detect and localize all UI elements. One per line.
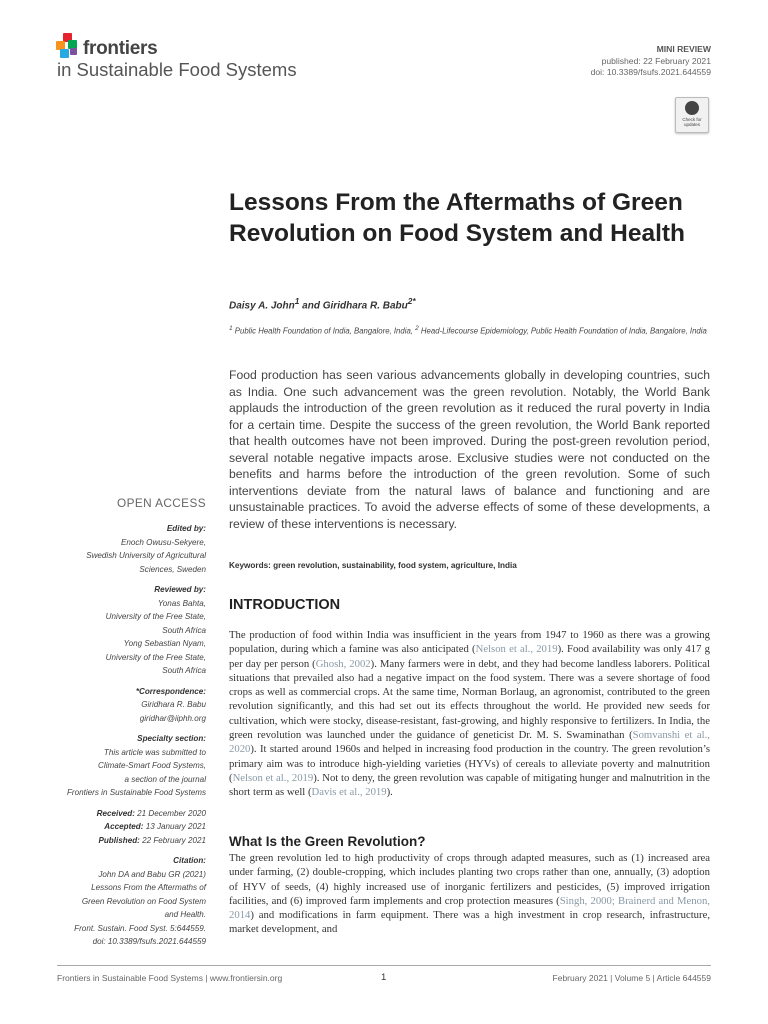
sidebar-line: University of the Free State, — [105, 612, 206, 621]
check-for-updates-button[interactable] — [675, 97, 709, 133]
author-name[interactable]: Daisy A. John — [229, 300, 295, 312]
affiliation-mark: 1 — [229, 325, 233, 332]
citation-link[interactable]: Davis et al., 2019 — [311, 786, 387, 799]
sidebar-date: Accepted: 13 January 2021 — [104, 822, 206, 831]
paragraph-text: ). — [386, 786, 393, 799]
keywords: Keywords: green revolution, sustainability, food system, agriculture, India — [229, 561, 517, 570]
abstract: Food production has seen various advancements globally in developing countries, such as India. One such advancement was the green revolution. Notably, the World Bank applauds the introduction of the green revolution as it reduced the rural poverty in India for a certain time. Despite the success of the green revolution, the World Bank reported that health outcomes have not been improved. During the post-green revolution period, several notable negative impacts arose. Exclusive studies were not conducted on the benefits and harms before the introduction of the green revolution. Some of such interventions deviate from the natural laws of balance and functioning and are unsustainable practices. To avoid the adverse effects of some of these developments, a review of these interventions is necessary. — [229, 368, 710, 531]
doi[interactable]: doi: 10.3389/fsufs.2021.644559 — [590, 67, 711, 77]
sidebar-label: Edited by: — [166, 524, 206, 533]
sidebar-line: University of the Free State, — [105, 652, 206, 662]
paragraph-text: ). Food availability was only 417 g per day per person ( — [229, 643, 710, 670]
green-revolution-paragraph — [229, 851, 710, 937]
author-name[interactable]: Giridhara R. Babu — [322, 300, 408, 312]
check-badge-label: Check for updates — [682, 117, 702, 127]
author-joiner: and — [299, 300, 323, 312]
sidebar-line: Climate-Smart Food Systems, — [98, 761, 206, 770]
sidebar-date: Published: 22 February 2021 — [98, 835, 206, 845]
footer-journal-link[interactable]: Frontiers in Sustainable Food Systems | www.frontiersin.org — [57, 973, 283, 983]
citation-link[interactable]: Nelson et al., 2019 — [475, 643, 558, 656]
sidebar-line: and Health. — [164, 910, 206, 919]
sidebar-line: Enoch Owusu-Sekyere, — [120, 537, 206, 547]
sidebar-line: Swedish University of Agricultural — [86, 551, 206, 560]
paragraph-text: The production of food within India was insufficient in the years from 1947 to 1960 as there was a growing population, during which a famine was also anticipated ( — [229, 629, 710, 656]
paragraph-text: ) and modifications in farm equipment. There was a high investment in crop research, infrastructure, market development, and — [229, 909, 710, 936]
open-access-label: OPEN ACCESS — [117, 496, 206, 510]
paragraph-text: ). Many farmers were in debt, and they had become landless laborers. Political situations that prevailed also had a negative impact on the food system. There was a severe shortage of food crops as well as commercial crops. At the same time, Norman Borlaug, an agronomist, contributed to the green revolution significantly, and this had set out its effects throughout the world. He provided new seeds for cultivation, which were stocky, disease-resistant, fast-growing, and highly responsive to fertilizers. In India, the green revolution was launched under the guidance of geneticist Dr. M. S. Swaminathan ( — [229, 657, 710, 742]
footer-divider — [57, 965, 711, 966]
page-number: 1 — [381, 972, 387, 983]
affiliation-text: Public Health Foundation of India, Bangalore, India, — [234, 326, 413, 336]
author-affiliation-mark: 1 — [294, 296, 300, 306]
citation-link[interactable]: Somvanshi et al., 2020 — [229, 729, 710, 756]
sidebar-label: Citation: — [173, 856, 206, 865]
citation-link[interactable]: Ghosh, 2002 — [315, 657, 371, 670]
sidebar-line: South Africa — [162, 666, 206, 675]
sidebar-line: Frontiers in Sustainable Food Systems — [66, 788, 206, 797]
sidebar-line: Yong Sebastian Nyam, — [123, 639, 206, 648]
logo-wordmark: frontiers — [83, 38, 158, 59]
affiliation-text: Head-Lifecourse Epidemiology, Public Health Foundation of India, Bangalore, India — [420, 326, 707, 336]
sidebar-label: Specialty section: — [137, 734, 206, 743]
sidebar-line: South Africa — [162, 625, 206, 635]
sidebar-line: Sciences, Sweden — [139, 564, 206, 574]
sidebar-label: Reviewed by: — [154, 585, 206, 594]
affiliation-mark: 2 — [415, 325, 419, 332]
article-title: Lessons From the Aftermaths of Green Revolution on Food System and Health — [229, 189, 686, 247]
author-affiliation-mark: 2* — [407, 296, 416, 306]
subsection-heading: What Is the Green Revolution? — [229, 834, 426, 849]
sidebar-line[interactable]: doi: 10.3389/fsufs.2021.644559 — [92, 937, 206, 946]
sidebar-line: a section of the journal — [124, 774, 206, 784]
sidebar-line: Green Revolution on Food System — [81, 896, 206, 906]
paragraph-text: ). Not to deny, the green revolution was capable of mitigating hunger and malnutrition in the short term as well ( — [229, 771, 710, 799]
citation-link[interactable]: Singh, 2000; Brainerd and Menon, 2014 — [229, 894, 710, 922]
paragraph-text: ). It started around 1960s and helped in increasing food production in the country. The green revolution’s primary aim was to introduce high-yielding varieties (HYVs) of cereals to alleviate poverty and malnutrition ( — [229, 743, 710, 784]
sidebar-line: Giridhara R. Babu — [141, 700, 206, 709]
sidebar-label: *Correspondence: — [135, 686, 206, 696]
sidebar-line: Yonas Bahta, — [157, 598, 206, 608]
paragraph-text: The green revolution led to high productivity of crops through adapted measures, such as (1) increased area under farming, (2) double-cropping, which includes planting two crops rather than one, annually, (3) adoption of HYV of seeds, (4) highly increased use of inorganic fertilizers and pesticides, (5) improved irrigation facilities, and (6) improved farm implements and crop protection measures ( — [229, 852, 710, 907]
section-heading-introduction: INTRODUCTION — [229, 597, 341, 613]
sidebar-line: This article was submitted to — [103, 747, 206, 757]
sidebar-line: John DA and Babu GR (2021) — [98, 869, 206, 879]
sidebar-line[interactable]: giridhar@iiphh.org — [139, 713, 206, 723]
author-list — [229, 296, 416, 311]
sidebar-line: Front. Sustain. Food Syst. 5:644559. — [74, 923, 206, 933]
journal-name: in Sustainable Food Systems — [57, 59, 297, 80]
citation-link[interactable]: Nelson et al., 2019 — [232, 771, 314, 784]
sidebar-line: Lessons From the Aftermaths of — [91, 883, 206, 892]
article-type: MINI REVIEW — [656, 44, 711, 54]
frontiers-logo-icon — [56, 33, 80, 59]
intro-paragraph — [229, 628, 710, 800]
sidebar-date: Received: 21 December 2020 — [96, 808, 206, 818]
footer-issue-info: February 2021 | Volume 5 | Article 644559 — [552, 973, 711, 983]
bookmark-icon — [685, 101, 699, 115]
published-date: published: 22 February 2021 — [601, 56, 711, 66]
article-info-sidebar — [26, 522, 206, 949]
affiliations — [229, 323, 709, 338]
